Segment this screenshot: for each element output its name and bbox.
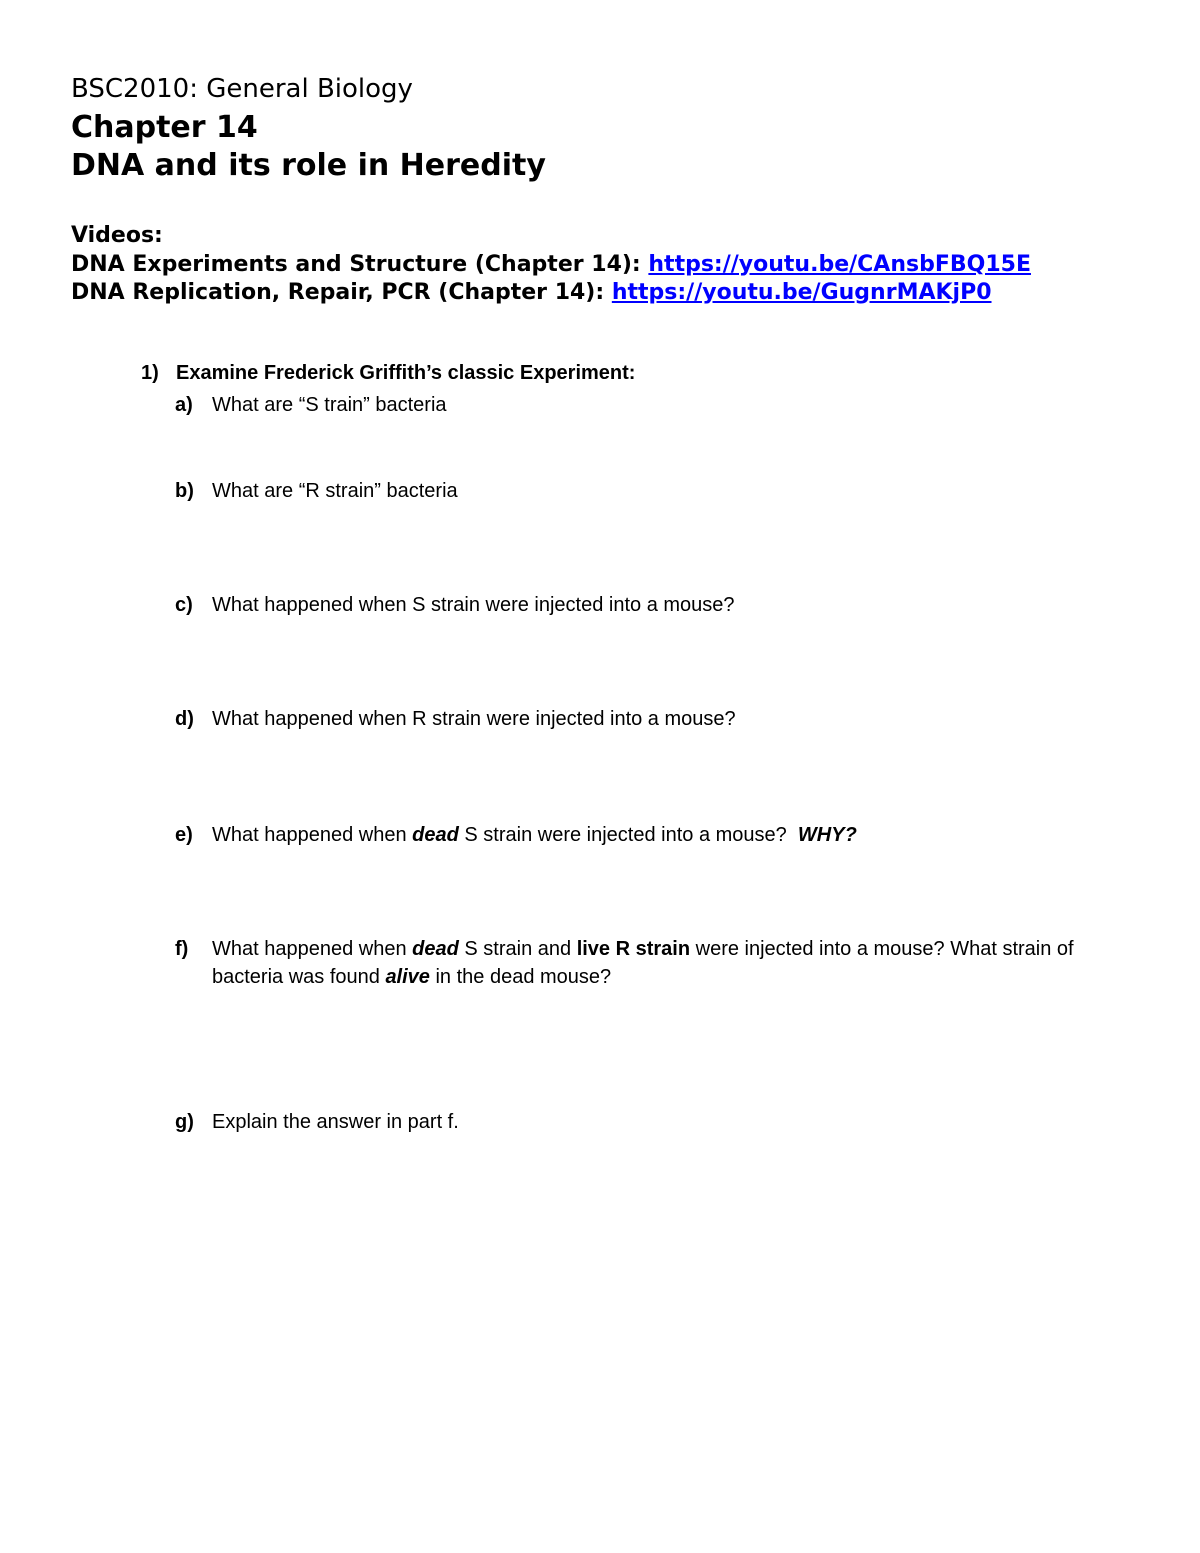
question-part-d (175, 705, 1125, 733)
text-segment: S strain and (458, 938, 577, 960)
text-segment: What happened when (212, 824, 413, 846)
video-link[interactable]: https://youtu.be/CAnsbFBQ15E (648, 252, 1031, 277)
emphasis-dead: dead (412, 824, 459, 846)
part-letter: c) (175, 594, 193, 616)
part-letter: g) (175, 1111, 194, 1133)
video-label: DNA Replication, Repair, PCR (Chapter 14): (71, 280, 612, 305)
course-title: BSC2010: General Biology (71, 74, 413, 104)
chapter-title: DNA and its role in Heredity (71, 148, 546, 183)
question-prompt: Examine Frederick Griffith’s classic Experiment: (176, 362, 636, 384)
part-text (212, 821, 1125, 849)
question-part-a (175, 391, 1125, 419)
text-segment: in the dead mouse? (429, 966, 612, 988)
video-item (71, 252, 1031, 277)
part-text (212, 935, 1125, 991)
part-letter: b) (175, 480, 194, 502)
text-segment: What happened when (212, 938, 413, 960)
part-letter: f) (175, 938, 189, 960)
question-part-g (175, 1108, 1125, 1136)
part-text: Explain the answer in part f. (212, 1111, 459, 1133)
question-part-e (175, 821, 1125, 849)
question-part-b (175, 477, 1125, 505)
part-text: What happened when S strain were injected into a mouse? (212, 594, 735, 616)
video-label: DNA Experiments and Structure (Chapter 14): (71, 252, 649, 277)
videos-label: Videos: (71, 223, 163, 248)
question-part-c (175, 591, 1125, 619)
emphasis-why: WHY? (797, 824, 857, 846)
part-letter: d) (175, 708, 194, 730)
emphasis-live-r-strain: live R strain (576, 938, 691, 960)
emphasis-dead: dead (412, 938, 459, 960)
chapter-heading: Chapter 14 (71, 110, 258, 145)
text-segment: were injected into a mouse? What strain of bacteria was found (212, 938, 1074, 988)
part-letter: e) (175, 824, 193, 846)
text-segment: S strain were injected into a mouse? (458, 824, 798, 846)
emphasis-alive: alive (385, 966, 430, 988)
part-text: What are “R strain” bacteria (212, 480, 458, 502)
question-number: 1) (141, 362, 159, 384)
part-text: What happened when R strain were injected into a mouse? (212, 708, 736, 730)
video-link[interactable]: https://youtu.be/GugnrMAKjP0 (611, 280, 992, 305)
part-text: What are “S train” bacteria (212, 394, 447, 416)
question-1 (141, 362, 635, 385)
part-letter: a) (175, 394, 193, 416)
question-part-f (175, 935, 1125, 991)
video-item (71, 280, 992, 305)
